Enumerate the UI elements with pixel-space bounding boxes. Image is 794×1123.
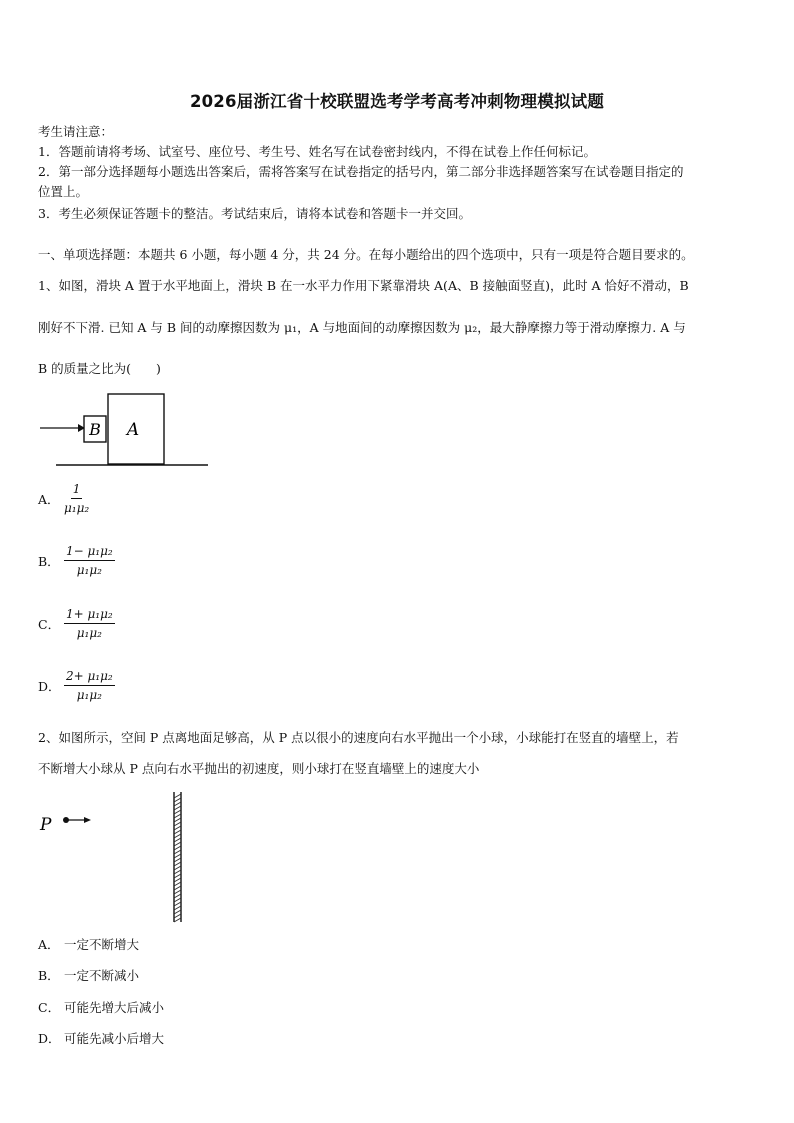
fraction: $\frac{\text{1− μ₁μ₂}}{\text{μ₁μ₂}}$	[66, 544, 113, 577]
option-label: C．	[38, 616, 61, 632]
q2-option-c[interactable]: C． 可能先增大后减小	[38, 1000, 165, 1015]
q2-stem-line-1: 2、如图所示，空间 P 点离地面足够高，从 P 点以很小的速度向右水平抛出一个小球，小球能打在竖直的墙壁上，若	[38, 730, 679, 745]
option-label: A．	[38, 491, 60, 507]
wall-hatch-line	[174, 898, 181, 902]
wall-hatch-line	[174, 842, 181, 846]
q1-option-d[interactable]	[38, 669, 115, 702]
q2-option-d[interactable]: D． 可能先减小后增大	[38, 1031, 165, 1046]
point-p-label: P	[40, 815, 52, 835]
wall-hatch-line	[174, 858, 181, 862]
q1-stem-line-3: B 的质量之比为( )	[38, 361, 161, 376]
option-label: D．	[38, 678, 61, 694]
q1-option-a[interactable]	[38, 482, 89, 515]
fraction: $\frac{\text{2+ μ₁μ₂}}{\text{μ₁μ₂}}$	[66, 669, 113, 702]
wall-hatch-line	[174, 794, 181, 798]
option-label: B．	[38, 553, 60, 569]
wall-hatch-line	[174, 866, 181, 870]
wall-hatch-line	[174, 902, 181, 906]
notice-item-3: 3．考生必须保证答题卡的整洁。考试结束后，请将本试卷和答题卡一并交回。	[38, 206, 471, 221]
wall-hatch-line	[174, 850, 181, 854]
q1-option-b[interactable]	[38, 544, 115, 577]
wall-hatch-line	[174, 834, 181, 838]
wall-hatch-line	[174, 914, 181, 918]
q1-option-c[interactable]	[38, 607, 115, 640]
wall-hatch-line	[174, 874, 181, 878]
q1-stem-line-1: 1、如图，滑块 A 置于水平地面上，滑块 B 在一水平力作用下紧靠滑块 A(A、B 接触面竖直)，此时 A 恰好不滑动，B	[38, 278, 689, 293]
notice-item-2-cont: 位置上。	[38, 184, 89, 199]
notice-item-2: 2．第一部分选择题每小题选出答案后，需将答案写在试卷指定的括号内，第二部分非选择题答案写在试卷题目指定的	[38, 164, 684, 179]
wall-hatch-line	[174, 882, 181, 886]
wall-hatch-line	[174, 830, 181, 834]
wall-hatch-line	[174, 918, 181, 922]
wall-hatch-line	[174, 822, 181, 826]
wall-hatch-line	[174, 810, 181, 814]
wall-hatch-line	[174, 890, 181, 894]
wall-hatch-line	[174, 814, 181, 818]
fraction: $\frac{\text{1+ μ₁μ₂}}{\text{μ₁μ₂}}$	[66, 607, 113, 640]
q2-stem-line-2: 不断增大小球从 P 点向右水平抛出的初速度，则小球打在竖直墙壁上的速度大小	[38, 761, 480, 776]
q1-figure	[38, 390, 213, 470]
wall-hatch-line	[174, 838, 181, 842]
wall-hatch-line	[174, 846, 181, 850]
wall-hatch-line	[174, 870, 181, 874]
q2-figure	[38, 790, 198, 925]
wall-hatch-line	[174, 862, 181, 866]
block-b-label: B	[89, 420, 101, 439]
fraction: $\frac{1}{\text{μ₁μ₂}}$	[64, 482, 90, 515]
wall-hatch-line	[174, 818, 181, 822]
wall-hatch-line	[174, 894, 181, 898]
wall	[174, 792, 181, 922]
wall-hatch-line	[174, 854, 181, 858]
q2-option-a[interactable]: A． 一定不断增大	[38, 937, 140, 952]
notice-heading: 考生请注意：	[38, 124, 114, 139]
wall-hatch-line	[174, 878, 181, 882]
page-title: 2026届浙江省十校联盟选考学考高考冲刺物理模拟试题	[189, 92, 605, 111]
wall-hatch-line	[174, 826, 181, 830]
wall-hatch-line	[174, 910, 181, 914]
q1-stem-line-2: 刚好不下滑. 已知 A 与 B 间的动摩擦因数为 μ₁，A 与地面间的动摩擦因数为 μ₂，最大静摩擦力等于滑动摩擦力. A 与	[38, 320, 686, 335]
notice-item-1: 1．答题前请将考场、试室号、座位号、考生号、姓名写在试卷密封线内，不得在试卷上作任何标记。	[38, 144, 596, 159]
wall-hatch-line	[174, 806, 181, 810]
wall-hatch-line	[174, 802, 181, 806]
wall-hatch-line	[174, 886, 181, 890]
section-heading: 一、单项选择题：本题共 6 小题，每小题 4 分，共 24 分。在每小题给出的四个选项中，只有一项是符合题目要求的。	[38, 247, 694, 262]
q2-option-b[interactable]: B． 一定不断减小	[38, 968, 140, 983]
wall-hatch-line	[174, 906, 181, 910]
block-a-label: A	[126, 420, 140, 440]
wall-hatch-line	[174, 798, 181, 802]
